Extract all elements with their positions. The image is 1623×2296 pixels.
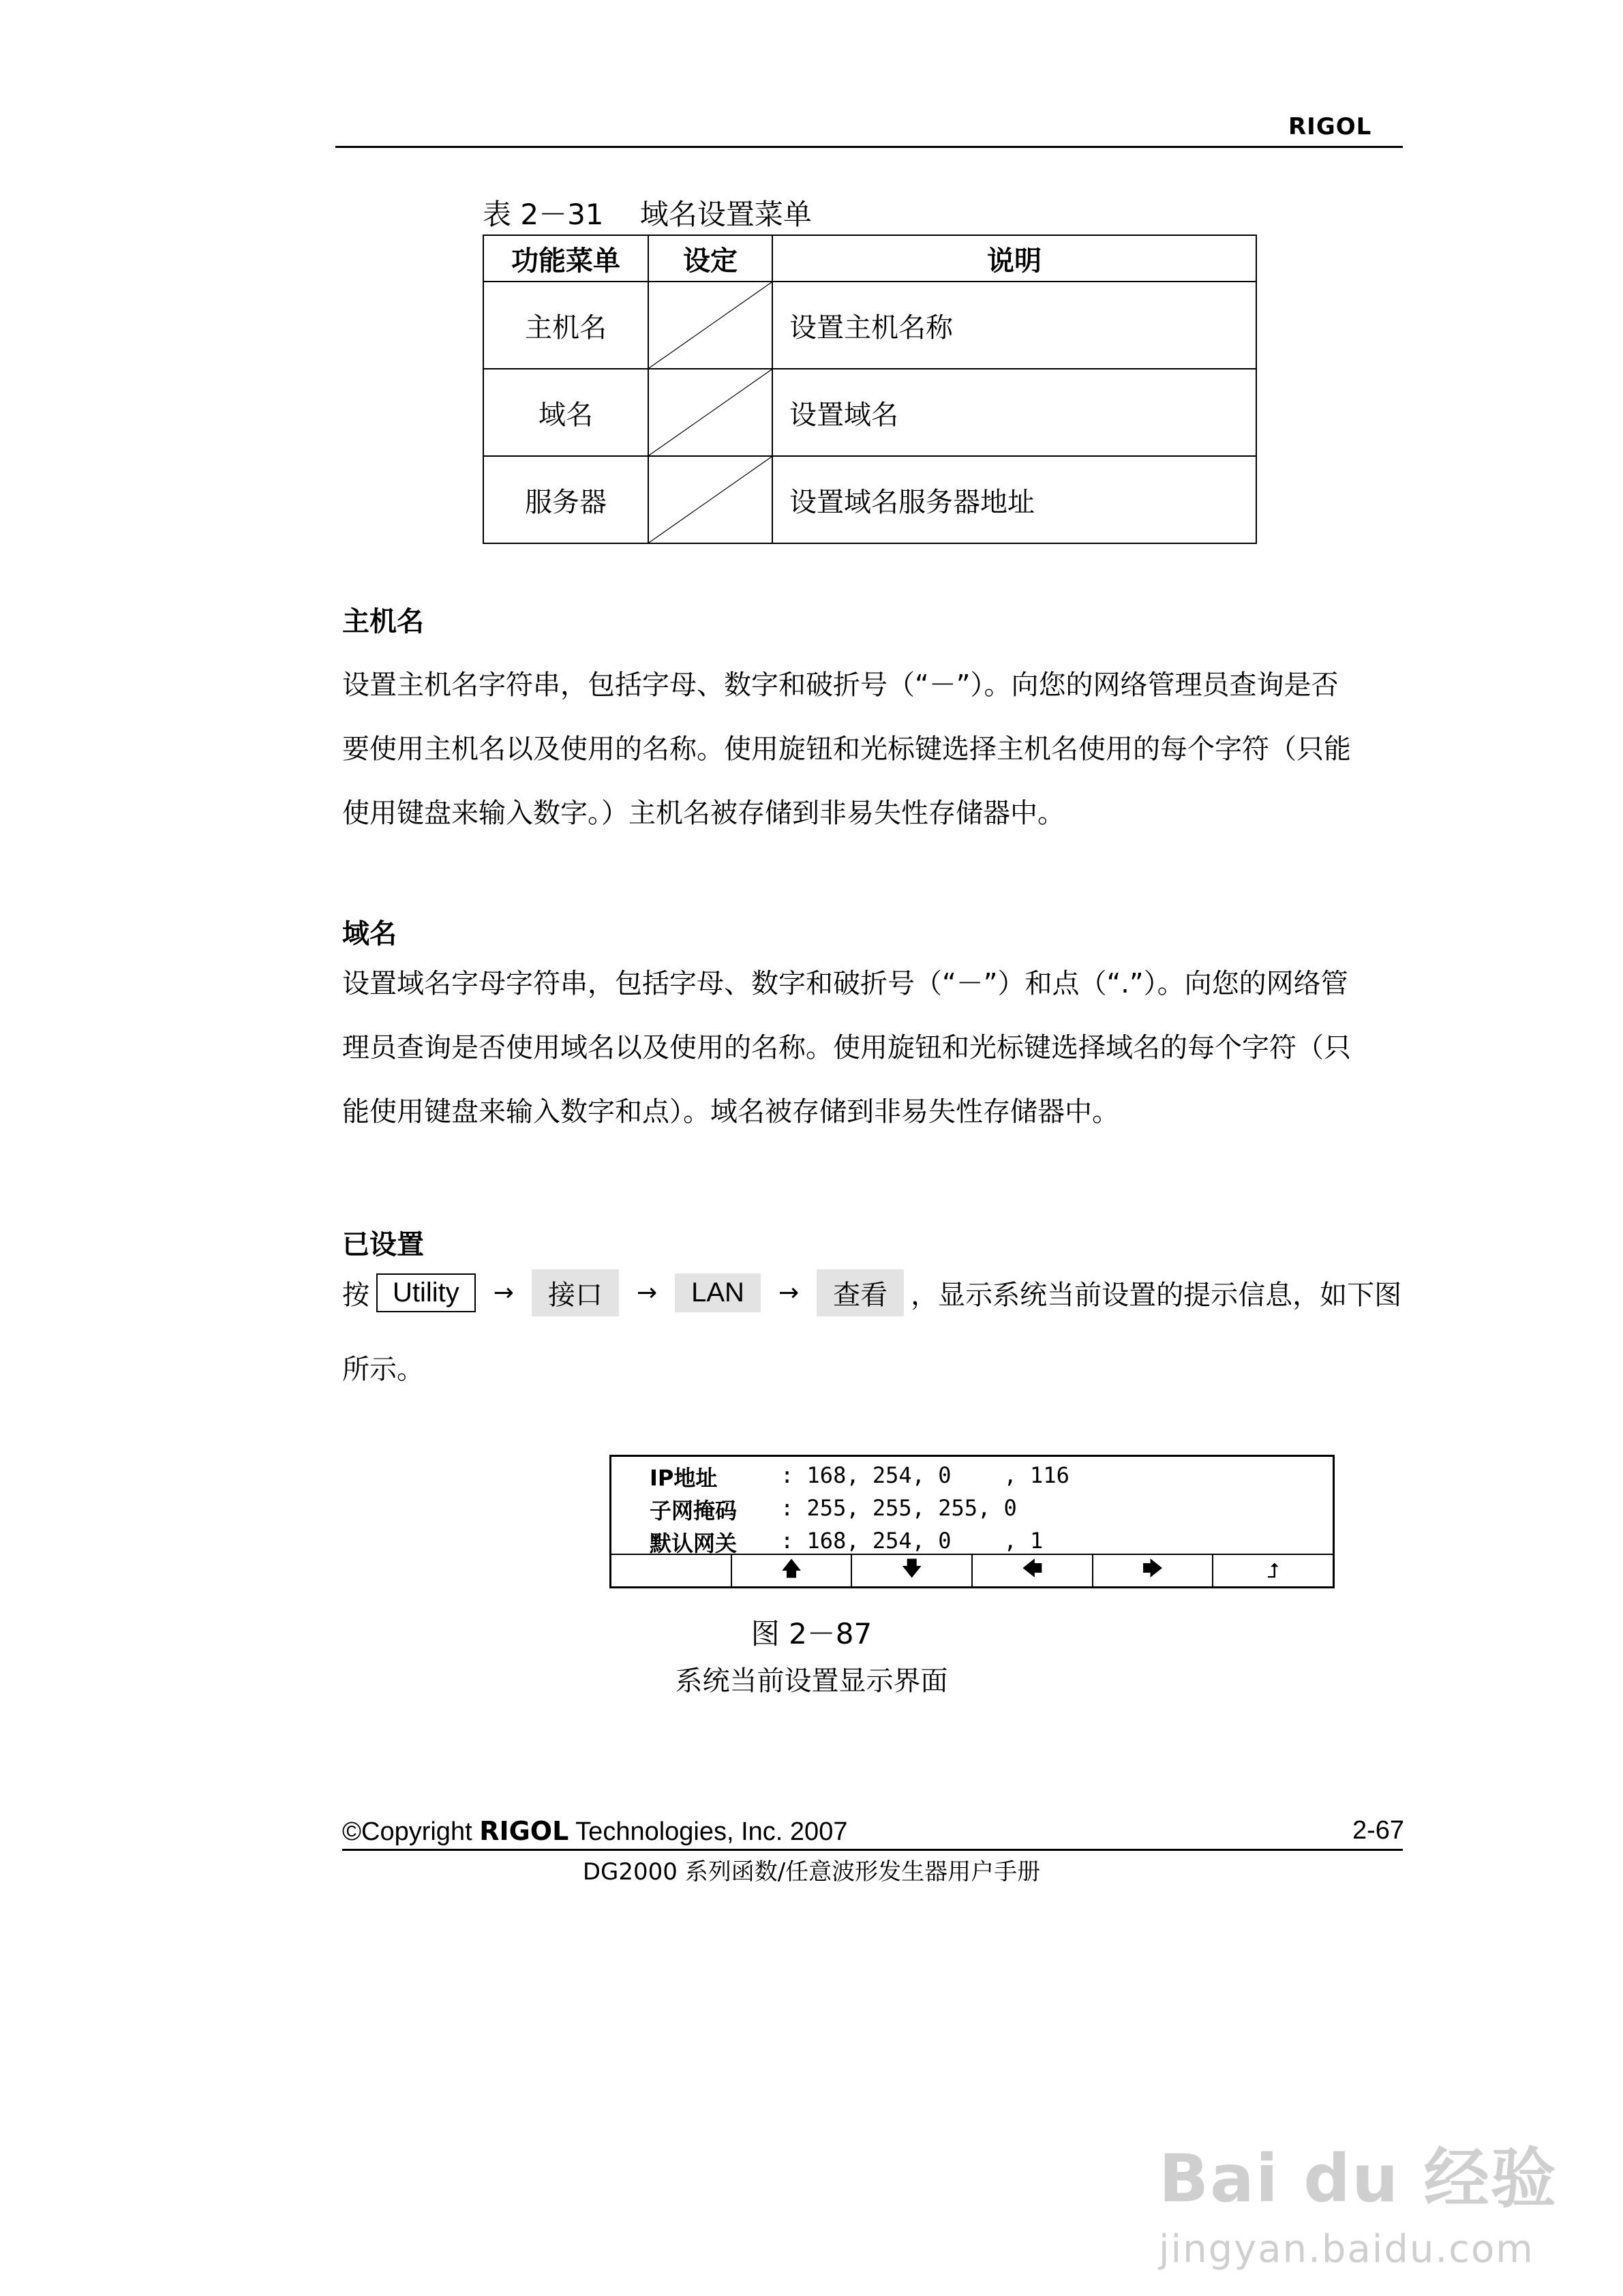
menu-cell: 主机名 (483, 282, 648, 369)
arrow-right-icon: → (636, 1278, 658, 1307)
instruction-continuation (342, 1338, 1406, 1402)
column-header-setting: 设定 (648, 235, 772, 282)
lcd-label-gateway: 默认网关 (650, 1530, 738, 1556)
footer-copyright (342, 1816, 847, 1847)
lcd-screen (609, 1455, 1335, 1588)
table-row (483, 369, 1256, 456)
table-row (483, 282, 1256, 369)
arrow-down-icon: 🡇 (852, 1555, 973, 1586)
lcd-softkey-bar (611, 1554, 1333, 1586)
arrow-right-icon: → (493, 1278, 514, 1307)
column-header-menu: 功能菜单 (483, 235, 648, 282)
description-cell: 设置域名 (772, 369, 1256, 456)
paragraph-line: 所示。 (342, 1354, 424, 1385)
setting-cell (648, 282, 772, 369)
paragraph-line: 使用键盘来输入数字。）主机名被存储到非易失性存储器中。 (342, 798, 1065, 829)
watermark-brand: Bai du 经验 (1159, 2141, 1558, 2217)
diagonal-slash-icon (649, 282, 772, 368)
lcd-label-ip: IP地址 (650, 1465, 718, 1491)
arrow-right-icon: 🡆 (1093, 1555, 1214, 1586)
table-row (483, 456, 1256, 543)
paragraph-line: 设置域名字母字符串，包括字母、数字和破折号（“－”）和点（“.”）。向您的网络管 (342, 968, 1348, 999)
table-caption: 表 2－31 域名设置菜单 (483, 198, 812, 231)
arrow-left-icon: 🡄 (973, 1555, 1093, 1586)
header-divider (335, 146, 1403, 148)
section-title-hostname: 主机名 (342, 606, 424, 637)
instruction-tail: ，显示系统当前设置的提示信息，如下图 (911, 1279, 1402, 1311)
lcd-value-ip: : 168, 254, 0 , 116 (780, 1462, 1070, 1488)
instruction-line (342, 1272, 1401, 1313)
copyright-suffix: Technologies, Inc. 2007 (568, 1817, 848, 1846)
figure-title: 系统当前设置显示界面 (675, 1665, 948, 1697)
lcd-value-subnet: : 255, 255, 255, 0 (780, 1495, 1017, 1521)
paragraph-line: 理员查询是否使用域名以及使用的名称。使用旋钮和光标键选择域名的每个字符（只 (342, 1032, 1351, 1063)
watermark-url: jingyan.baidu.com (1159, 2227, 1534, 2271)
manual-title: DG2000 系列函数/任意波形发生器用户手册 (582, 1858, 1041, 1886)
paragraph-line: 要使用主机名以及使用的名称。使用旋钮和光标键选择主机名使用的每个字符（只能 (342, 734, 1351, 765)
press-text: 按 (342, 1279, 369, 1311)
menu-cell: 服务器 (483, 456, 648, 543)
setting-cell (648, 369, 772, 456)
softkey-interface: 接口 (532, 1269, 619, 1316)
paragraph-line: 能使用键盘来输入数字和点）。域名被存储到非易失性存储器中。 (342, 1096, 1119, 1128)
description-cell: 设置域名服务器地址 (772, 456, 1256, 543)
paragraph-hostname (342, 653, 1406, 845)
column-header-description: 说明 (772, 235, 1256, 282)
table-header-row (483, 235, 1256, 282)
description-cell: 设置主机名称 (772, 282, 1256, 369)
return-icon: ⮥ (1266, 1558, 1279, 1583)
menu-cell: 域名 (483, 369, 648, 456)
page-number: 2-67 (1352, 1816, 1405, 1845)
softkey-view: 查看 (817, 1269, 904, 1316)
utility-key: Utility (376, 1273, 476, 1312)
diagonal-slash-icon (649, 457, 772, 543)
lcd-softkey-blank (611, 1555, 732, 1586)
section-title-configured: 已设置 (342, 1229, 424, 1260)
lcd-label-subnet: 子网掩码 (650, 1498, 738, 1524)
baidu-watermark (1159, 2127, 1558, 2271)
diagonal-slash-icon (649, 369, 772, 455)
paragraph-domain (342, 952, 1406, 1144)
domain-settings-table (483, 235, 1257, 544)
paragraph-line: 设置主机名字符串，包括字母、数字和破折号（“－”）。向您的网络管理员查询是否 (342, 669, 1339, 701)
softkey-lan: LAN (675, 1273, 761, 1312)
arrow-right-icon: → (778, 1278, 800, 1307)
setting-cell (648, 456, 772, 543)
section-title-domain: 域名 (342, 918, 397, 950)
copyright-brand: RIGOL (479, 1816, 569, 1846)
lcd-value-gateway: : 168, 254, 0 , 1 (780, 1528, 1044, 1554)
header-brand: RIGOL (1288, 113, 1372, 140)
arrow-up-icon: 🡅 (732, 1555, 853, 1586)
figure-number: 图 2－87 (750, 1617, 873, 1650)
footer-divider (342, 1849, 1403, 1851)
copyright-prefix: ©Copyright (342, 1817, 480, 1846)
